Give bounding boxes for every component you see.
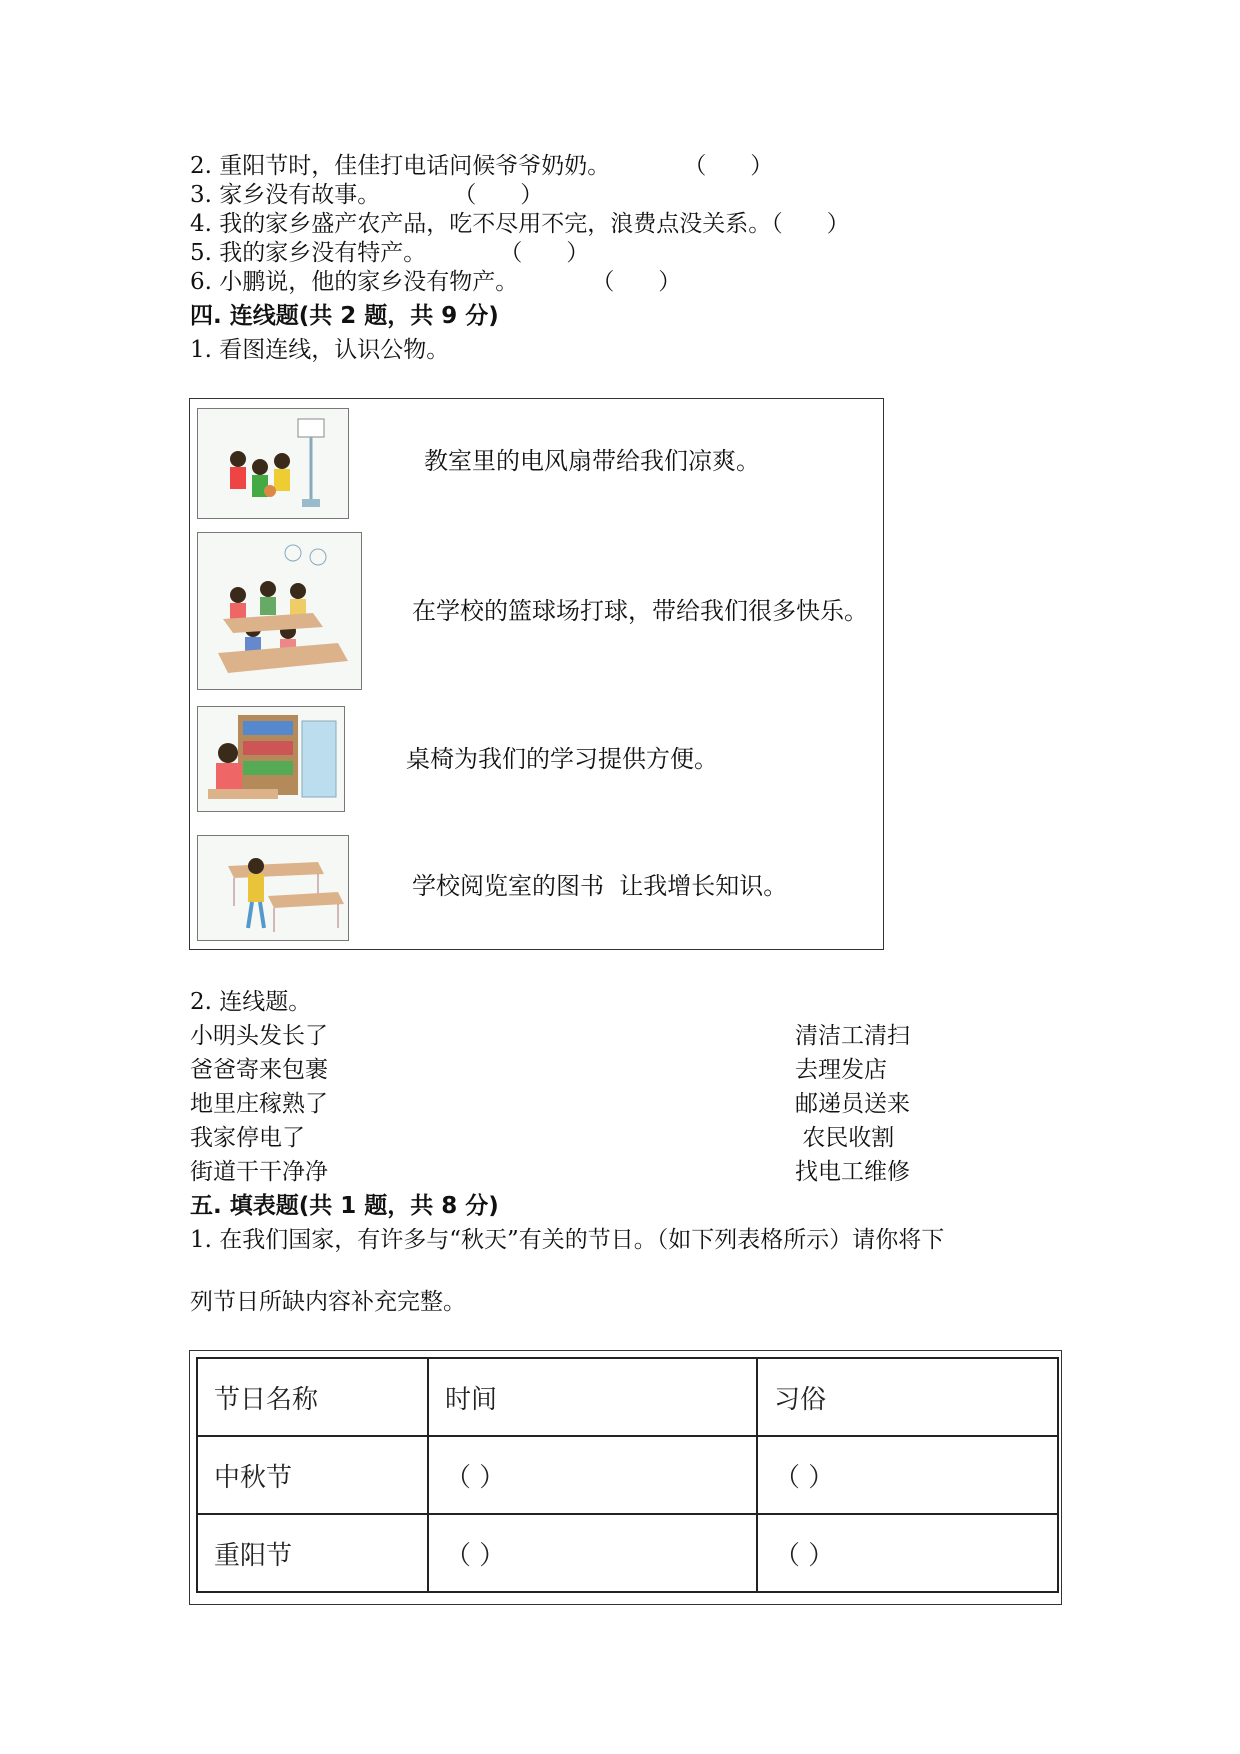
section4-q1-text: 1. 看图连线，认识公物。 <box>190 337 450 363</box>
judgement-item-4: 4. 我的家乡盛产农产品，吃不尽用不完，浪费点没关系。（ ） <box>190 211 850 237</box>
left-item-2: 爸爸寄来包裹 <box>190 1057 328 1083</box>
judgement-item-2: 2. 重阳节时，佳佳打电话问候爷爷奶奶。 （ ） <box>190 153 774 179</box>
table-header-row <box>197 1358 1058 1436</box>
header-custom: 习俗 <box>757 1358 1058 1436</box>
time-blank[interactable]: （ ） <box>428 1436 757 1514</box>
festival-name-cell: 重阳节 <box>197 1514 428 1592</box>
section4-q2-text: 2. 连线题。 <box>190 989 312 1015</box>
judgement-item-6: 6. 小鹏说，他的家乡没有物产。 （ ） <box>190 269 682 295</box>
reading-room-icon <box>197 706 345 812</box>
right-item-4: 农民收割 <box>795 1125 895 1151</box>
classroom-fan-icon <box>197 532 362 690</box>
header-festival-name: 节日名称 <box>197 1358 428 1436</box>
festival-table-frame <box>189 1350 1062 1605</box>
festival-name-cell: 中秋节 <box>197 1436 428 1514</box>
desks-chairs-icon <box>197 835 349 941</box>
header-time: 时间 <box>428 1358 757 1436</box>
right-item-2: 去理发店 <box>795 1057 887 1083</box>
right-item-3: 邮递员送来 <box>795 1091 910 1117</box>
match-sentence-2: 在学校的篮球场打球，带给我们很多快乐。 <box>412 597 868 625</box>
section5-heading: 五. 填表题(共 1 题，共 8 分) <box>190 1193 499 1219</box>
custom-blank[interactable]: （ ） <box>757 1514 1058 1592</box>
match-sentence-1: 教室里的电风扇带给我们凉爽。 <box>424 447 760 475</box>
table-row <box>197 1436 1058 1514</box>
time-blank[interactable]: （ ） <box>428 1514 757 1592</box>
section5-q1-line2: 列节日所缺内容补充完整。 <box>190 1289 466 1315</box>
match-sentence-3: 桌椅为我们的学习提供方便。 <box>406 745 718 773</box>
left-item-1: 小明头发长了 <box>190 1023 328 1049</box>
section5-q1-line1: 1. 在我们国家，有许多与“秋天”有关的节日。（如下列表格所示）请你将下 <box>190 1227 945 1253</box>
judgement-item-3: 3. 家乡没有故事。 （ ） <box>190 182 544 208</box>
basketball-court-icon <box>197 408 349 519</box>
right-item-1: 清洁工清扫 <box>795 1023 910 1049</box>
judgement-item-5: 5. 我的家乡没有特产。 （ ） <box>190 240 590 266</box>
left-item-5: 街道干干净净 <box>190 1159 328 1185</box>
section4-heading: 四. 连线题(共 2 题，共 9 分) <box>190 303 499 329</box>
left-item-3: 地里庄稼熟了 <box>190 1091 328 1117</box>
table-row <box>197 1514 1058 1592</box>
match-picture-box <box>189 398 884 950</box>
left-item-4: 我家停电了 <box>190 1125 305 1151</box>
festival-table <box>196 1357 1059 1593</box>
right-item-5: 找电工维修 <box>795 1159 910 1185</box>
match-sentence-4: 学校阅览室的图书 让我增长知识。 <box>412 872 788 900</box>
custom-blank[interactable]: （ ） <box>757 1436 1058 1514</box>
